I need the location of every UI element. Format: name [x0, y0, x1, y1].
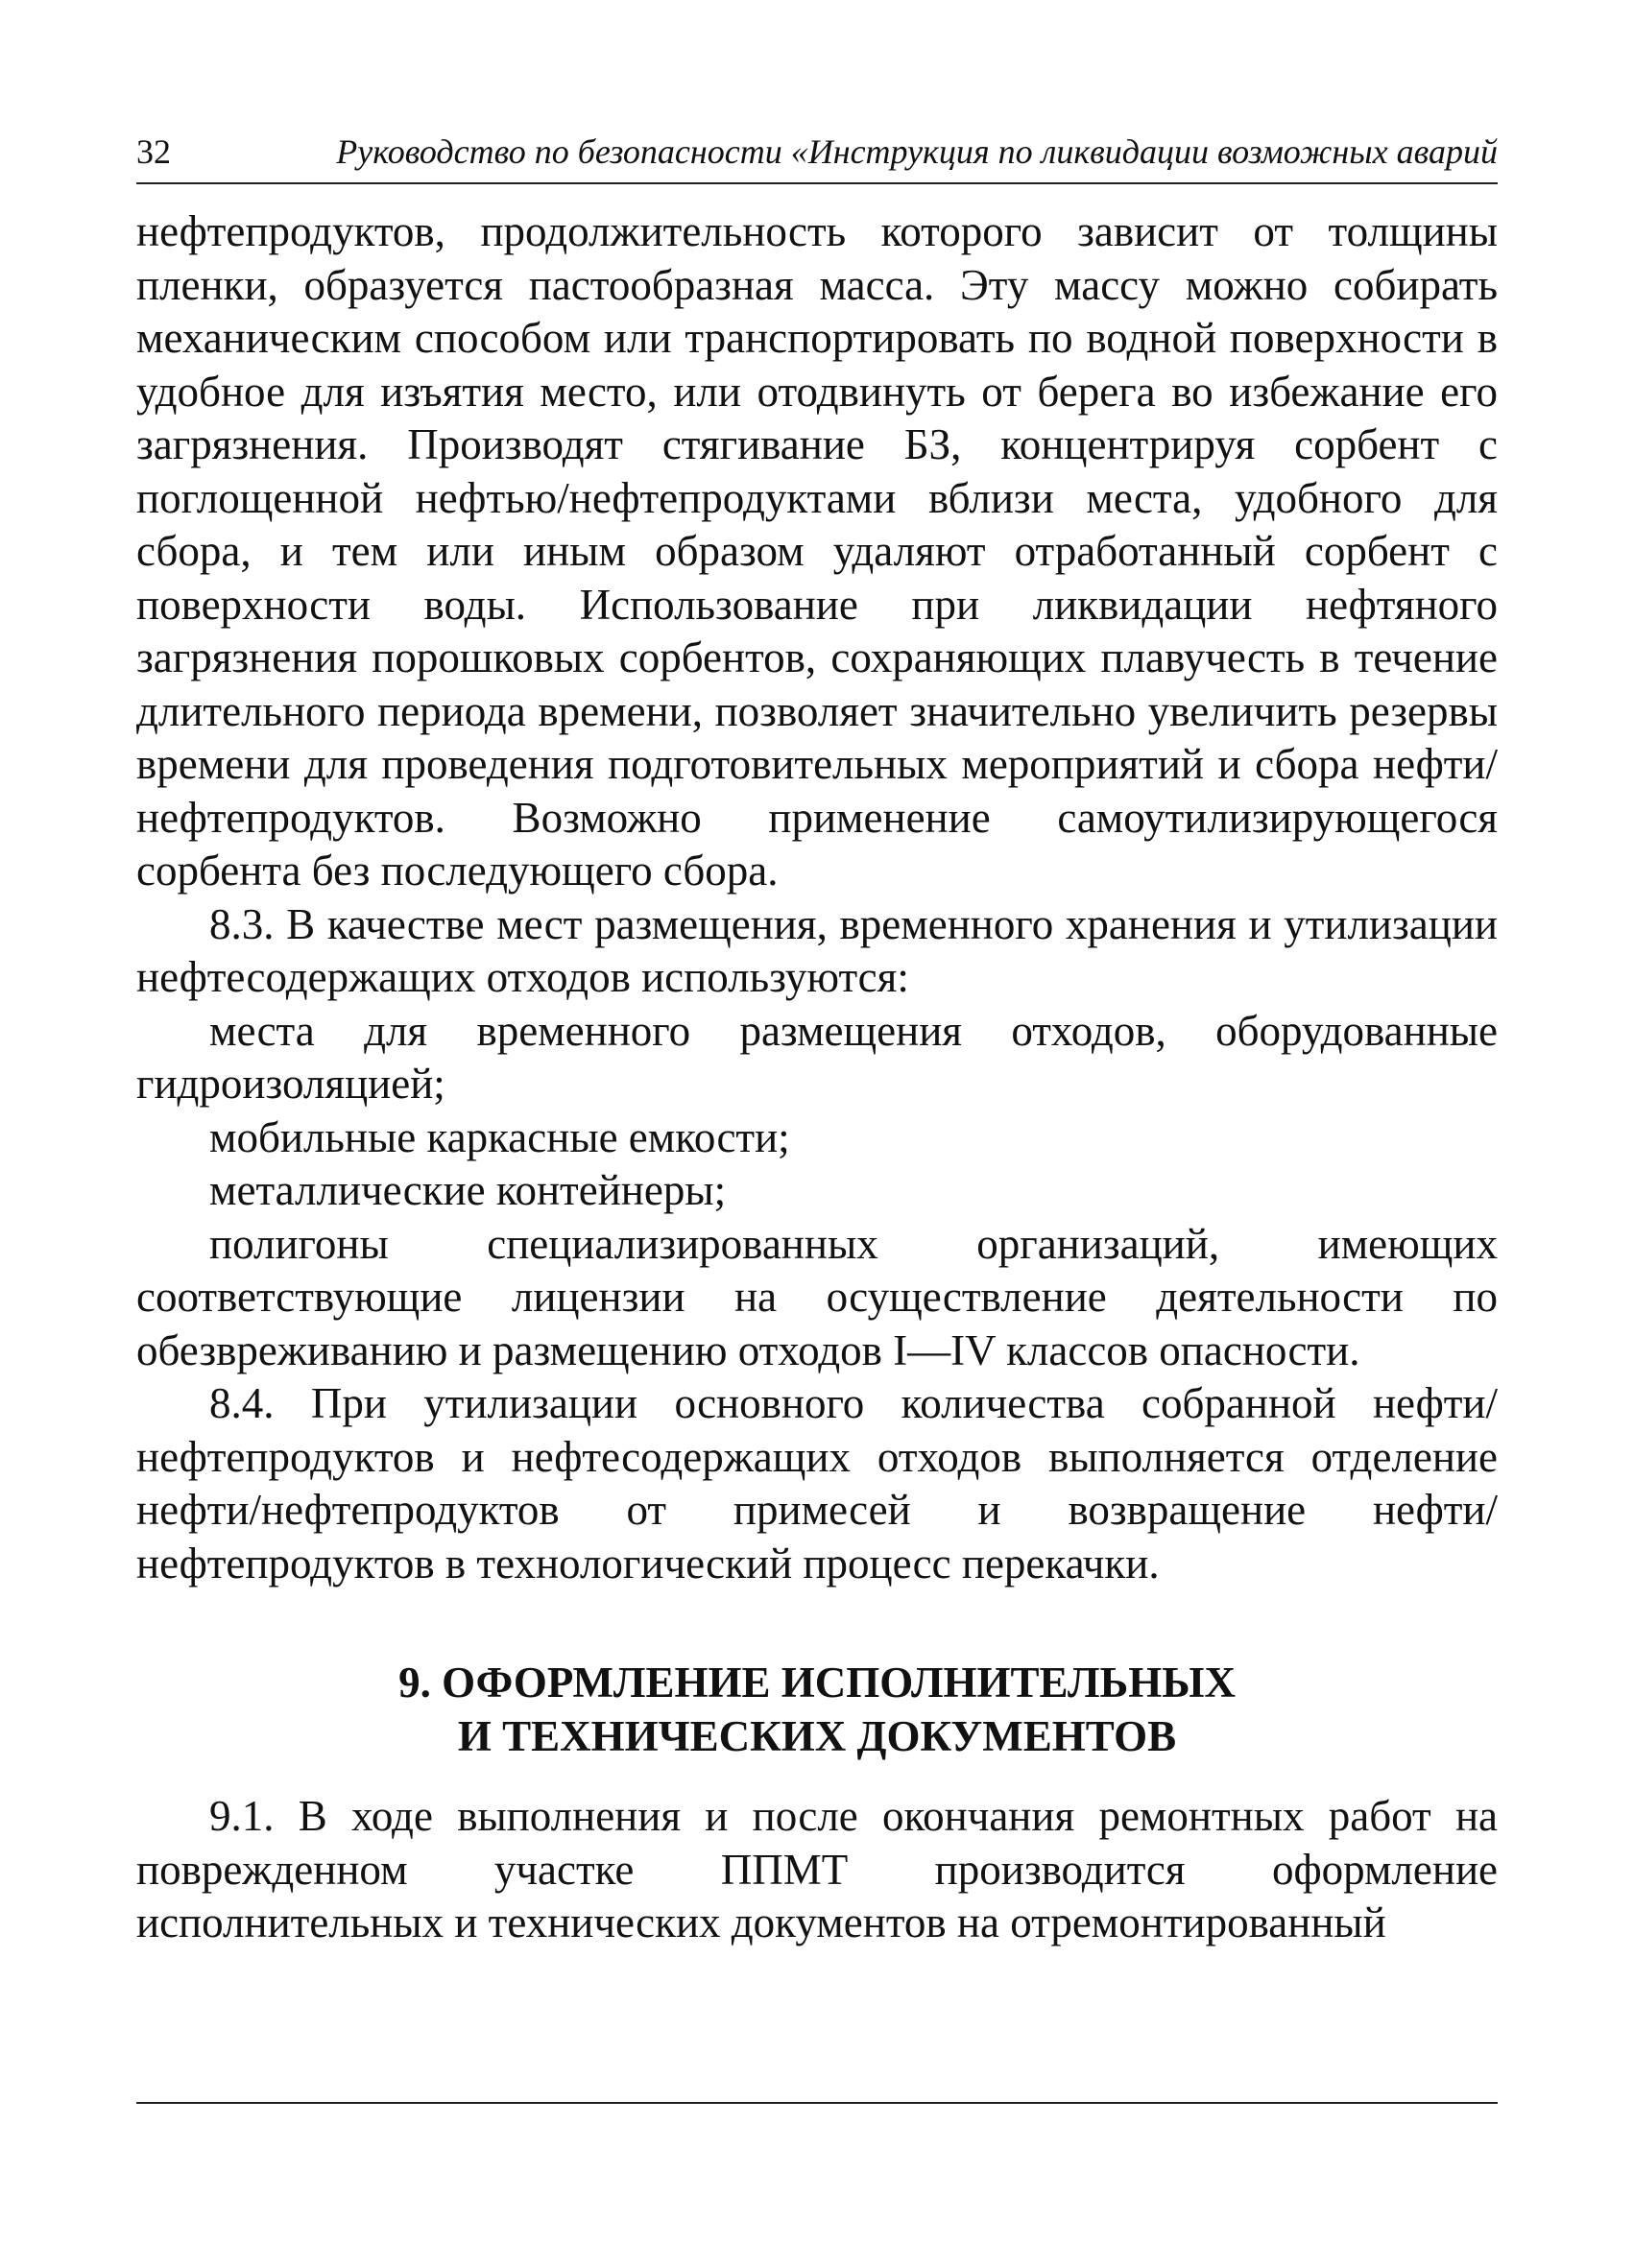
- section-heading-line-1: 9. ОФОРМЛЕНИЕ ИСПОЛНИТЕЛЬНЫХ: [398, 1659, 1236, 1707]
- running-title: Руководство по безопасности «Инструкция по ликвидации возможных аварий: [336, 132, 1498, 171]
- body-text: [136, 205, 1498, 1950]
- paragraph-9-1: 9.1. В ходе выполнения и после окончания ремонтных работ на поврежденном участке ППМТ производится оформление исполнительных и технических документов на отремонтированный: [136, 1792, 1498, 1946]
- page-number: 32: [136, 132, 171, 171]
- list-item-temporary-sites: места для временного размещения отходов, оборудованные гидроизоляцией;: [136, 1006, 1498, 1108]
- list-item-mobile-tanks: мобильные каркасные емкости;: [209, 1112, 790, 1161]
- list-item-metal-containers: металлические контейнеры;: [209, 1166, 727, 1214]
- paragraph-continuation: нефтепродуктов, продолжительность которого зависит от толщины пленки, образуется пастообразная масса. Эту массу можно собирать механическим способом или транспортировать по водной поверхности в удобное для изъятия место, или отодвинуть от берега во избежание его загрязнения. Производят стягивание БЗ, концентрируя сорбент с поглощенной нефтью/нефтепродуктами вблизи места, удобного для сбора, и тем или иным образом удаляют отработанный сорбент с поверхности воды. Использование при ликвидации нефтяного загрязнения порошковых сорбентов, сохраняющих плавучесть в течение длительного периода времени, позволяет значительно увеличить резервы времени для проведения подготовительных мероприятий и сбора нефти/нефтепродуктов. Возможно применение самоутилизирующегося сорбента без последующего сбора.: [136, 207, 1498, 895]
- footer-rule: [136, 2102, 1498, 2104]
- list-item-landfills: полигоны специализированных организаций, имеющих соответствующие лицензии на осуществление деятельности по обезвреживанию и размещению отходов I—IV классов опасности.: [136, 1219, 1498, 1374]
- section-heading: [136, 1656, 1498, 1763]
- running-header: [136, 125, 1498, 184]
- paragraph-8-3: 8.3. В качестве мест размещения, временного хранения и утилизации нефтесодержащих отходов используются:: [136, 899, 1498, 1001]
- document-page: [136, 125, 1498, 1950]
- paragraph-8-4: 8.4. При утилизации основного количества собранной нефти/нефтепродуктов и нефтесодержащих отходов выполняется отделение нефти/нефтепродуктов от примесей и возвращение нефти/нефтепродуктов в технологический процесс перекачки.: [136, 1379, 1498, 1588]
- section-heading-line-2: И ТЕХНИЧЕСКИХ ДОКУМЕНТОВ: [457, 1712, 1177, 1760]
